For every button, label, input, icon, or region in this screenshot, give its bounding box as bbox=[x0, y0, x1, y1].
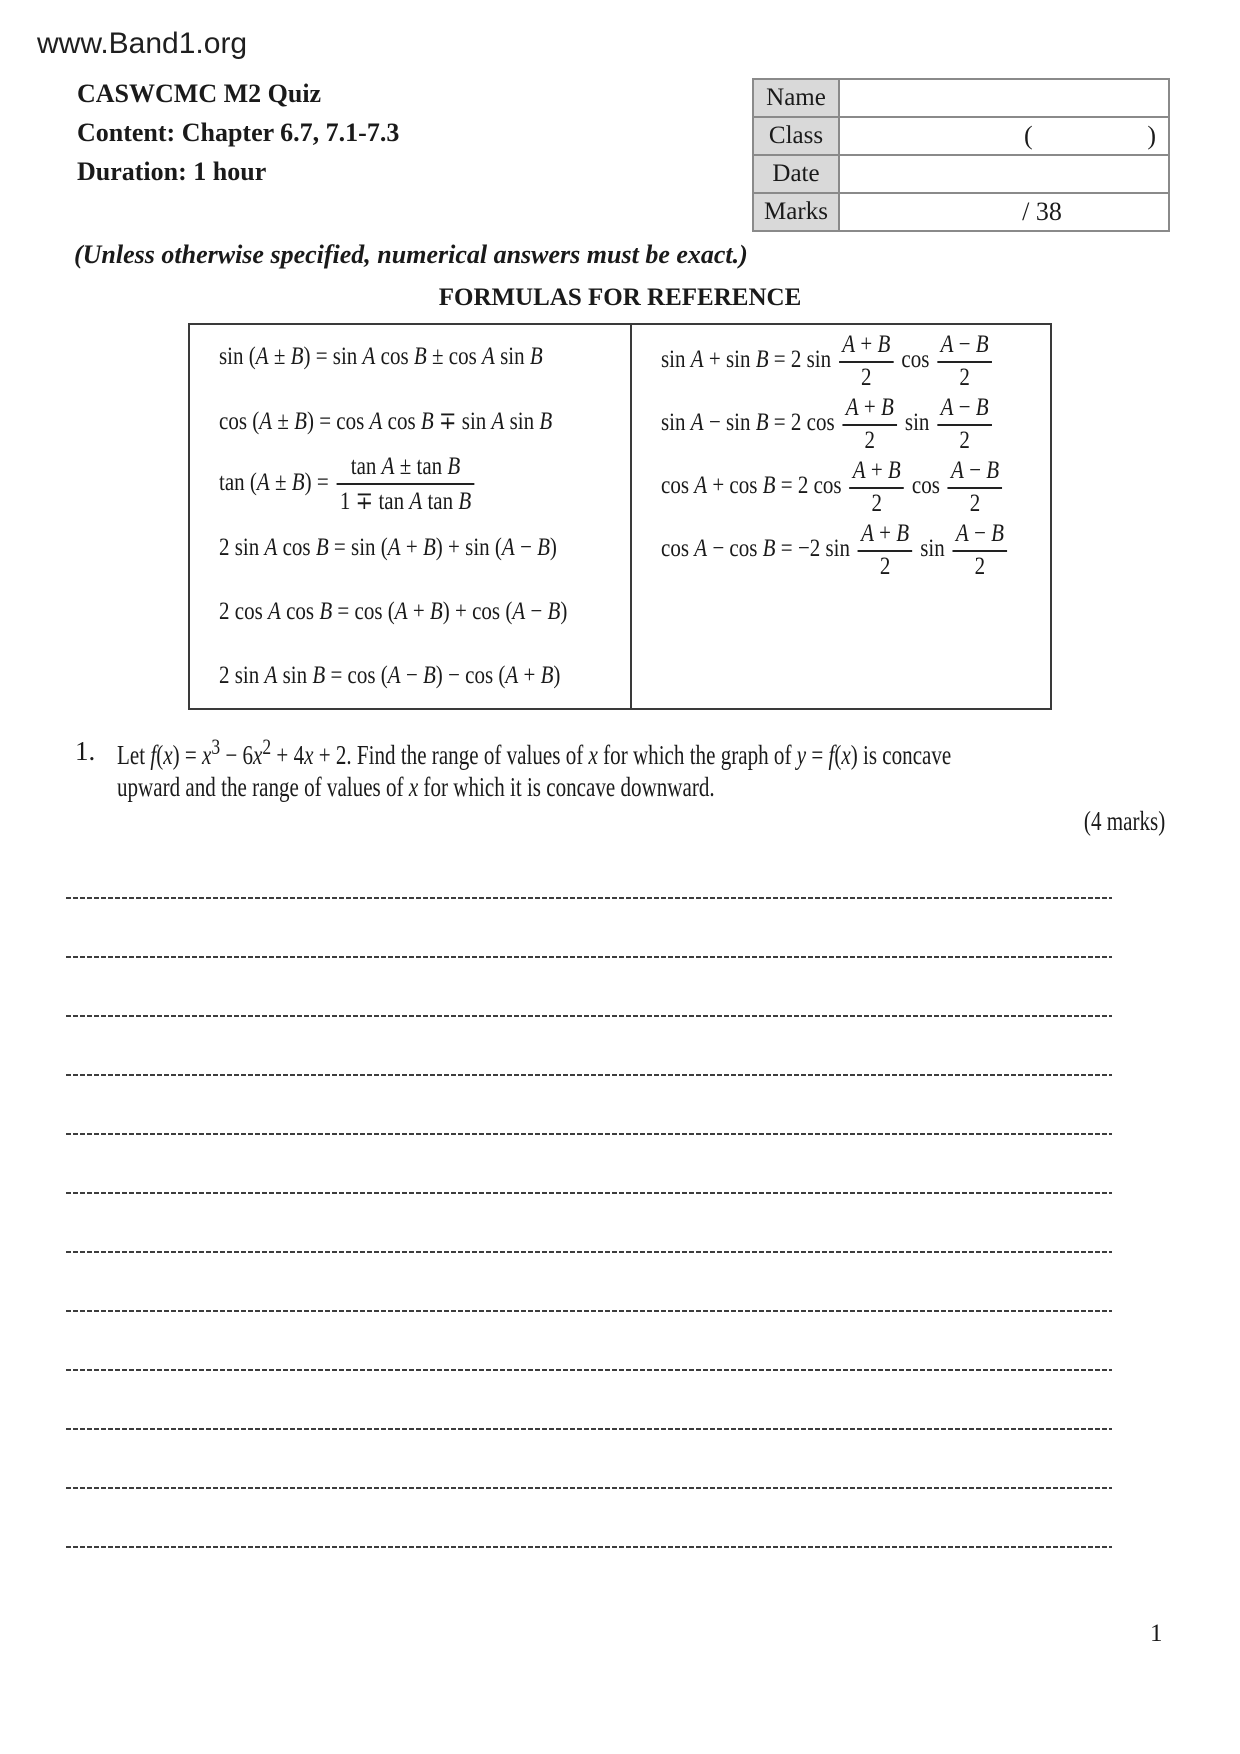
question-line-2: upward and the range of values of x for which it is concave downward. bbox=[117, 772, 715, 802]
info-label: Marks bbox=[753, 193, 839, 231]
fraction: $\frac{A - B}{2}$ bbox=[937, 331, 992, 392]
answer-line bbox=[66, 956, 1112, 958]
fraction: $\frac{A + B}{2}$ bbox=[858, 520, 913, 581]
question-marks: (4 marks) bbox=[1083, 806, 1165, 836]
quiz-duration: Duration: 1 hour bbox=[77, 157, 267, 186]
answer-line bbox=[66, 1251, 1112, 1253]
formula-text: sin (A ± B) = sin A cos B ± cos A sin B bbox=[219, 342, 543, 370]
fraction: $\frac{A - B}{2}$ bbox=[937, 394, 992, 455]
info-label: Class bbox=[753, 117, 839, 155]
class-parens: ( ) bbox=[1024, 121, 1156, 150]
fraction: $\frac{A + B}{2}$ bbox=[849, 457, 904, 518]
formula-text: sin A + sin B = 2 sin $\frac{A + B}{2}$ cos $\frac{A - B}{2}$ bbox=[661, 331, 994, 392]
quiz-title: CASWCMC M2 Quiz bbox=[77, 79, 322, 108]
formula-text: cos (A ± B) = cos A cos B ∓ sin A sin B bbox=[219, 407, 553, 435]
exactness-note: (Unless otherwise specified, numerical answers must be exact.) bbox=[74, 240, 748, 269]
answer-line bbox=[66, 897, 1112, 899]
formula-text: tan (A ± B) = $\frac{\text{tan A ± tan B}}{\text{1 ∓ tan A tan B}}$ bbox=[219, 453, 477, 516]
answer-line bbox=[66, 1192, 1112, 1194]
formula-text: 2 sin A cos B = sin (A + B) + sin (A − B) bbox=[219, 534, 557, 562]
fraction: $\frac{A + B}{2}$ bbox=[842, 394, 897, 455]
quiz-content: Content: Chapter 6.7, 7.1-7.3 bbox=[77, 118, 400, 147]
formula-text: 2 cos A cos B = cos (A + B) + cos (A − B) bbox=[219, 598, 568, 626]
question-line-1: Let $f(x) = x^3 - 6x^2 + 4x + 2$. Find the range of values of x for which the graph of y = f(x) is concave bbox=[117, 734, 952, 770]
fraction: $\frac{\text{tan A ± tan B}}{\text{1 ∓ tan A tan B}}$ bbox=[336, 453, 474, 516]
answer-line bbox=[66, 1546, 1112, 1548]
formula-text: sin A − sin B = 2 cos $\frac{A + B}{2}$ sin $\frac{A - B}{2}$ bbox=[661, 394, 994, 455]
answer-line bbox=[66, 1310, 1112, 1312]
fraction: $\frac{A + B}{2}$ bbox=[839, 331, 894, 392]
formula-text: cos A − cos B = −2 sin $\frac{A + B}{2}$ sin $\frac{A - B}{2}$ bbox=[661, 520, 1010, 581]
info-label: Date bbox=[753, 155, 839, 193]
fraction: $\frac{A - B}{2}$ bbox=[948, 457, 1003, 518]
formulas-heading: FORMULAS FOR REFERENCE bbox=[438, 284, 802, 311]
info-label: Name bbox=[753, 79, 839, 117]
formula-text: 2 sin A sin B = cos (A − B) − cos (A + B) bbox=[219, 662, 561, 690]
answer-line bbox=[66, 1369, 1112, 1371]
answer-line bbox=[66, 1133, 1112, 1135]
answer-line bbox=[66, 1428, 1112, 1430]
question-number: 1. bbox=[75, 736, 96, 766]
answer-line bbox=[66, 1015, 1112, 1017]
fraction: $\frac{A - B}{2}$ bbox=[953, 520, 1008, 581]
formula-text: cos A + cos B = 2 cos $\frac{A + B}{2}$ cos $\frac{A - B}{2}$ bbox=[661, 457, 1005, 518]
site-url: www.Band1.org bbox=[37, 27, 248, 60]
page-number: 1 bbox=[1150, 1620, 1163, 1647]
marks-total: / 38 bbox=[1022, 197, 1062, 226]
answer-line bbox=[66, 1487, 1112, 1489]
answer-line bbox=[66, 1074, 1112, 1076]
